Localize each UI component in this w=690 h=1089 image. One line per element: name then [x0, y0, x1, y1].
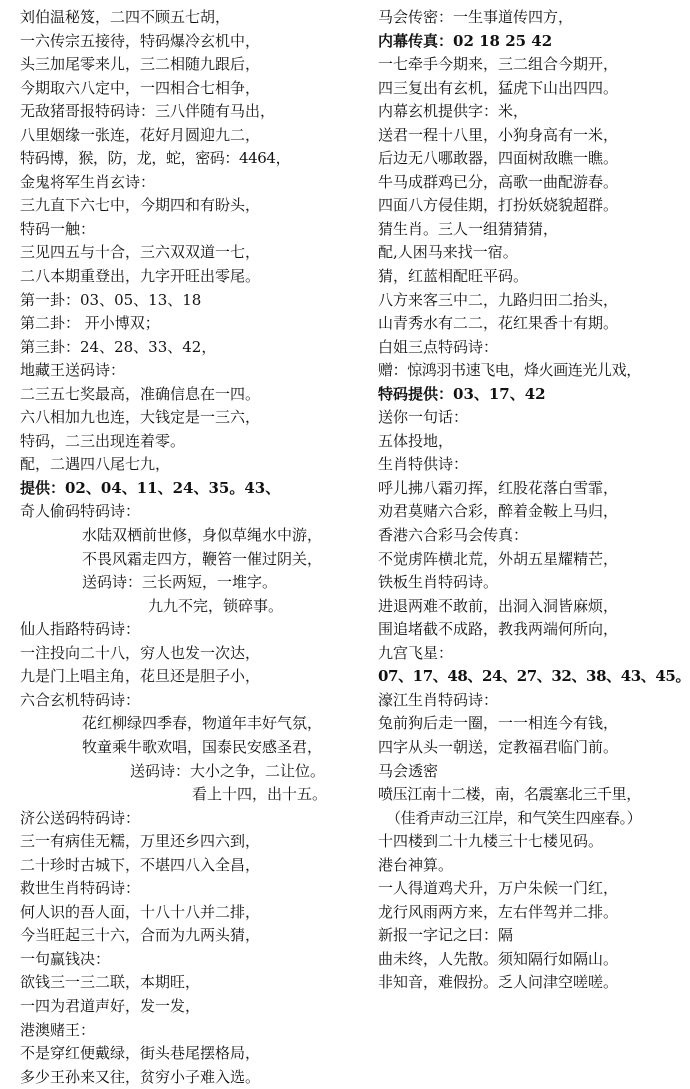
text-line: 六合玄机特码诗：: [20, 690, 141, 709]
text-line: 三见四五与十合，三六双双道一七，: [20, 243, 261, 262]
text-line: 马会透密: [378, 761, 439, 780]
text-line: 济公送码特码诗：: [20, 808, 141, 827]
text-line: 六八相加九也连，大钱定是一三六，: [20, 408, 261, 427]
text-line: 不是穿红便戴绿，街头巷尾摆格局，: [20, 1044, 261, 1063]
text-line: 配,人困马来找一宿。: [378, 243, 518, 262]
text-line: 花红柳绿四季春，物道年丰好气氛，: [82, 714, 323, 733]
text-line: 牧童乘牛歌欢唱，国泰民安感圣君，: [82, 737, 323, 756]
text-line: 特码一触：: [20, 219, 96, 238]
text-line: 濠江生肖特码诗：: [378, 690, 499, 709]
text-line: 兔前狗后走一圈，一一相连今有钱，: [378, 714, 619, 733]
text-line: 第二卦： 开小博双；: [20, 314, 160, 333]
text-line: 提供：02、04、11、24、35。43、: [20, 478, 281, 497]
left-column: [20, 6, 365, 1089]
text-line: 三九直下六七中，今期四和有盼头，: [20, 196, 261, 215]
text-line: 劝君莫赌六合彩，醉着金鞍上马归，: [378, 502, 619, 521]
text-line: 喷压江南十二楼，南，名震塞北三千里，: [378, 785, 641, 804]
text-line: 九宫飞星：: [378, 643, 454, 662]
text-line: 一人得道鸡犬升，万户朱候一门红，: [378, 879, 619, 898]
text-line: 生肖特供诗：: [378, 455, 469, 474]
text-line: 救世生肖特码诗：: [20, 879, 141, 898]
text-line: 进退两难不敢前，出洞入洞皆麻烦，: [378, 596, 619, 615]
text-line: 围追堵截不成路，教我两端何所向，: [378, 620, 619, 639]
text-line: 四字从头一朝送，定教福君临门前。: [378, 737, 619, 756]
text-line: 新报一字记之曰：隔: [378, 926, 514, 945]
text-line: 一七牵手今期来，三二组合今期开，: [378, 55, 619, 74]
text-line: 二三五七奖最高，准确信息在一四。: [20, 384, 261, 403]
text-line: 送码诗：大小之争，二让位。: [130, 761, 326, 780]
text-line: 八里姻缘一张连，花好月圆迎九二，: [20, 125, 261, 144]
text-line: 港台神算。: [378, 855, 454, 874]
text-line: 三一有病佳无糯，万里还乡四六到，: [20, 832, 261, 851]
text-line: 第三卦：24、28、33、42，: [20, 337, 217, 356]
text-line: 九九不完，锁碎事。: [148, 596, 284, 615]
text-line: 十四楼到二十九楼三十七楼见码。: [378, 832, 604, 851]
text-line: 四面八方侵佳期，打扮妖娆貌超群。: [378, 196, 619, 215]
right-column: [378, 6, 690, 995]
text-line: 曲未终，人先散。须知隔行如隔山。: [378, 949, 619, 968]
text-line: 后边无八哪敢器，四面树敌瞧一瞧。: [378, 149, 619, 168]
text-line: 第一卦：03、05、13、18: [20, 290, 202, 309]
text-line: 马会传密：一生事道传四方，: [378, 8, 574, 26]
text-line: 非知音，难假扮。乏人问津空嗟嗟。: [378, 973, 619, 992]
text-line: 欲钱三一三二联，本期旺，: [20, 973, 201, 992]
text-line: 今当旺起三十六，合而为九两头猜，: [20, 926, 261, 945]
text-line: 不觉虏阵横北荒，外胡五星耀精芒，: [378, 549, 619, 568]
text-line: 五体投地，: [378, 431, 454, 450]
text-line: 内幕传真：02 18 25 42: [378, 31, 553, 50]
text-line: 无敌猪哥报特码诗：三八伴随有马出，: [20, 102, 276, 121]
text-line: 今期取六八定中，一四相合七相争，: [20, 78, 261, 97]
text-line: 一句赢钱决：: [20, 949, 111, 968]
text-line: 07、17、48、24、27、32、38、43、45。: [378, 667, 690, 686]
text-line: 一六传宗五接待，特码爆冷玄机中，: [20, 31, 261, 50]
text-line: 送君一程十八里，小狗身高有一米，: [378, 125, 619, 144]
text-line: 香港六合彩马会传真：: [378, 526, 529, 545]
text-line: 龙行风雨两方来，左右伴驾并二排。: [378, 902, 619, 921]
text-line: 港澳赌王：: [20, 1020, 96, 1039]
text-line: 一注投向二十八，穷人也发一次达，: [20, 643, 261, 662]
text-line: 四三复出有玄机，猛虎下山出四四。: [378, 78, 619, 97]
text-line: 白姐三点特码诗：: [378, 337, 499, 356]
text-line: 特码，二三出现连着零。: [20, 431, 186, 450]
text-line: 特码提供：03、17、42: [378, 384, 546, 403]
text-line: 看上十四，出十五。: [192, 785, 328, 804]
text-line: 九是门上唱主角，花旦还是胆子小，: [20, 667, 261, 686]
text-line: 二十珍时古城下，不堪四八入全昌，: [20, 855, 261, 874]
text-line: 水陆双栖前世修，身似草绳水中游，: [82, 526, 323, 545]
text-line: 多少王孙来又往，贫穷小子难入选。: [20, 1067, 261, 1086]
text-line: 送你一句话：: [378, 408, 469, 427]
text-line: 赠：惊鸿羽书速飞电，烽火画连光儿戏，: [378, 361, 641, 380]
text-line: 何人识的吾人面，十八十八并二排，: [20, 902, 261, 921]
text-line: 仙人指路特码诗：: [20, 620, 141, 639]
text-line: 特码博，猴，防，龙，蛇，密码：4464，: [20, 149, 291, 168]
text-line: 配，二遇四八尾七九，: [20, 455, 171, 474]
text-line: 猜生肖。三人一组猜猜猜，: [378, 219, 559, 238]
text-line: 铁板生肖特码诗。: [378, 573, 499, 592]
text-line: 奇人偷码特码诗：: [20, 502, 141, 521]
text-line: 不畏风霜走四方，鞭笞一催过阴关，: [82, 549, 323, 568]
text-line: 地藏王送码诗：: [20, 361, 126, 380]
text-line: 送码诗：三长两短，一堆字。: [82, 573, 278, 592]
text-line: 金鬼将军生肖玄诗：: [20, 172, 156, 191]
text-line: 一四为君道声好，发一发，: [20, 996, 201, 1015]
text-line: 八方来客三中二，九路归田二抬头，: [378, 290, 619, 309]
text-line: 二八本期重登出，九字开旺出零尾。: [20, 267, 261, 286]
text-line: 刘伯温秘笈，二四不顾五七胡，: [20, 8, 231, 26]
text-line: 猜，红蓝相配旺平码。: [378, 267, 529, 286]
text-line: 头三加尾零来儿，三二相随九跟后，: [20, 55, 261, 74]
text-line: （佳肴声动三江岸，和气笑生四座春。）: [386, 808, 642, 827]
text-line: 山青秀水有二二，花红果香十有期。: [378, 314, 619, 333]
text-line: 呼儿拂八霜刃挥，红股花落白雪霏，: [378, 478, 619, 497]
text-line: 内幕玄机提供字：米，: [378, 102, 529, 121]
text-line: 牛马成群鸡已分，高歌一曲配游春。: [378, 172, 619, 191]
